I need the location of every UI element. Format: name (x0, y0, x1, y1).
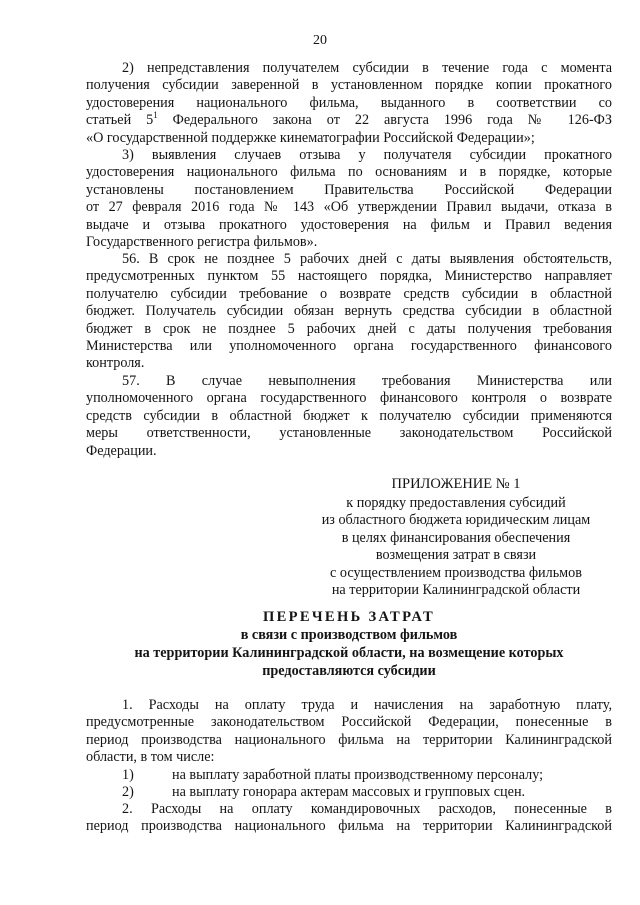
appendix-line: из областного бюджета юридическим лицам (321, 512, 591, 529)
expense-subitem-2 (86, 784, 612, 801)
appendix-title: ПРИЛОЖЕНИЕ № 1 (391, 476, 521, 492)
text-fragment: Федерального закона от 22 августа 1996 года № 126-ФЗ (157, 112, 612, 129)
expense-subitem-1 (86, 767, 612, 784)
text-line: 3) выявления случаев отзыва у получателя субсидии прокатного (122, 147, 612, 163)
text-line: период производства национального фильма на территории Калининградской (86, 731, 612, 748)
appendix-note (300, 475, 612, 599)
paragraph-item-2 (86, 60, 612, 147)
list-item-text: на выплату гонорара актерам массовых и групповых сцен. (172, 784, 526, 800)
list-item (86, 784, 612, 801)
appendix-line: с осуществлением производства фильмов (330, 564, 582, 581)
text-line-with-superscript (86, 112, 612, 129)
text-line: уполномоченного органа государственного финансового контроля о возврате (86, 390, 612, 407)
text-line: удостоверения национального фильма по основаниям и в порядке, которые (86, 164, 612, 181)
text-line: 2. Расходы на оплату командировочных расходов, понесенные в (122, 801, 612, 817)
text-line: бюджет в срок не позднее 5 рабочих дней с даты получения требования (86, 320, 612, 337)
heading-title: ПЕРЕЧЕНЬ ЗАТРАТ (262, 609, 436, 625)
text-line: предусмотренных пунктом 55 настоящего порядка, Министерство направляет (86, 268, 612, 285)
page-number: 20 (313, 33, 327, 48)
paragraph-56 (86, 251, 612, 373)
paragraph-57 (86, 373, 612, 460)
text-line: получателю субсидии требование о возврате средств субсидии в областной (86, 285, 612, 302)
text-line: контроля. (86, 355, 145, 372)
appendix-line: к порядку предоставления субсидий (346, 495, 566, 511)
text-line: 2) непредставления получателем субсидии в течение года с момента (122, 60, 612, 76)
text-line: 57. В случае невыполнения требования Министерства или (122, 373, 612, 389)
text-line: 56. В срок не позднее 5 рабочих дней с даты выявления обстоятельств, (122, 251, 612, 267)
text-line: установлены постановлением Правительства Российской Федерации (86, 181, 612, 198)
text-line: получения субсидии заверенной в установленном порядке копии прокатного (86, 77, 612, 94)
text-line: Министерства или уполномоченного органа государственного финансового (86, 338, 612, 355)
text-line: удостоверения национального фильма, выданного в соответствии со (86, 94, 612, 111)
appendix-line: в целях финансирования обеспечения (341, 529, 571, 546)
paragraph-item-3 (86, 147, 612, 251)
heading-line: на территории Калининградской области, на возмещение которых (134, 645, 564, 661)
appendix-line: на территории Калининградской области (331, 582, 581, 599)
text-line: предусмотренные законодательством Российской Федерации, понесенные в (86, 714, 612, 731)
list-item-text: на выплату заработной платы производственному персоналу; (172, 767, 544, 783)
text-line: средств субсидии в областной бюджет к получателю субсидии применяются (86, 407, 612, 424)
text-line: бюджет. Получатель субсидии обязан вернуть средства субсидии в областной (86, 303, 612, 320)
list-marker: 2) (122, 784, 134, 800)
heading-line: в связи с производством фильмов (240, 627, 458, 643)
expense-item-2 (86, 801, 612, 836)
text-line: выдаче и отзыва прокатного удостоверения на фильм и Правил ведения (86, 216, 612, 233)
text-line: период производства национального фильма на территории Калининградской (86, 818, 612, 835)
document-heading (86, 608, 612, 680)
appendix-line: возмещения затрат в связи (375, 547, 537, 564)
text-line: «О государственной поддержке кинематографии Российской Федерации»; (86, 129, 535, 146)
heading-line: предоставляются субсидии (262, 663, 436, 679)
list-marker: 1) (122, 767, 134, 783)
text-line: Федерации. (86, 442, 157, 459)
text-line: меры ответственности, установленные законодательством Российской (86, 425, 612, 442)
superscript: 1 (153, 110, 158, 121)
list-item (86, 767, 612, 784)
text-line: Государственного регистра фильмов». (86, 234, 318, 251)
text-line: области, в том числе: (86, 749, 215, 766)
text-line: от 27 февраля 2016 года № 143 «Об утверждении Правил выдачи, отказа в (86, 199, 612, 216)
text-fragment: статьей 5 (86, 112, 154, 129)
expense-item-1 (86, 697, 612, 767)
text-line: 1. Расходы на оплату труда и начисления на заработную плату, (122, 697, 612, 713)
